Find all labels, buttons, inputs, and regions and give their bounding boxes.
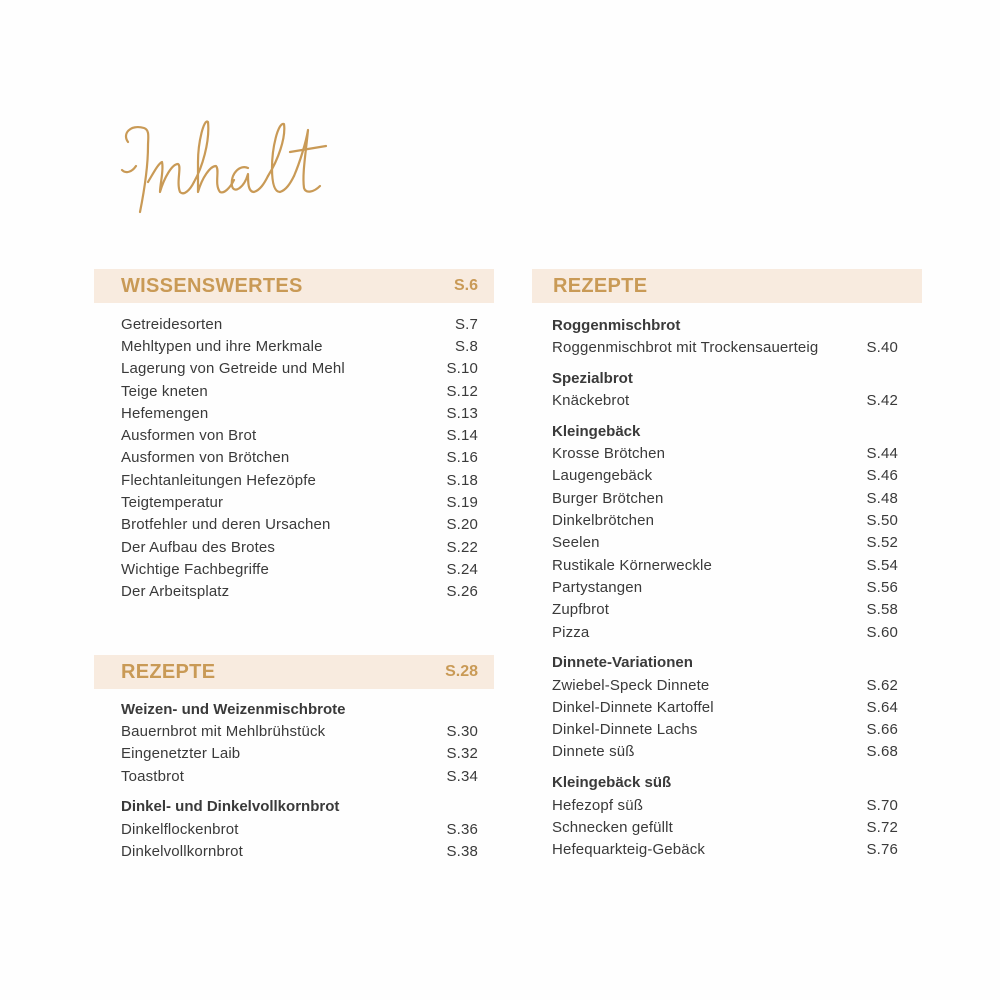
section-header-wissenswertes [94,269,494,303]
toc-item-page: S.52 [866,534,898,552]
section-title: REZEPTE [553,274,648,297]
toc-group [552,314,898,359]
toc-item-label: Hefemengen [121,404,209,422]
toc-item-label: Toastbrot [121,767,185,785]
toc-item-page: S.66 [866,721,898,739]
toc-item[interactable] [121,743,478,765]
toc-item[interactable] [121,536,478,558]
toc-item[interactable] [552,621,898,643]
toc-item-label: Hefezopf süß [552,796,644,814]
toc-item-page: S.56 [866,578,898,596]
toc-item-label: Mehltypen und ihre Merkmale [121,337,323,355]
toc-item[interactable] [552,532,898,554]
toc-group [121,796,478,863]
toc-group-title: Roggenmischbrot [552,316,681,334]
toc-item[interactable] [121,424,478,446]
toc-item-label: Dinkelbrötchen [552,512,655,530]
section-header-rezepte [94,655,494,689]
toc-item[interactable] [121,765,478,787]
toc-item[interactable] [552,719,898,741]
section-header-rezepte [532,269,922,303]
section-rezepte-left [94,655,494,871]
toc-item-page: S.32 [446,745,478,763]
toc-item-page: S.20 [446,516,478,534]
toc-item[interactable] [121,818,478,840]
section-wissenswertes [94,269,494,603]
toc-item[interactable] [552,509,898,531]
toc-item-label: Dinkel-Dinnete Kartoffel [552,698,714,716]
toc-item-page: S.8 [455,337,478,355]
toc-item-page: S.14 [446,427,478,445]
page-title-script [118,112,338,222]
toc-item-label: Bauernbrot mit Mehlbrühstück [121,722,326,740]
toc-item-page: S.36 [446,820,478,838]
page-title [118,112,338,222]
toc-item-page: S.58 [866,601,898,619]
toc-item-page: S.12 [446,382,478,400]
toc-group [552,420,898,643]
toc-item[interactable] [552,741,898,763]
toc-item-page: S.40 [866,338,898,356]
toc-list [94,689,494,863]
toc-group [552,772,898,861]
toc-item-page: S.24 [446,560,478,578]
toc-item-label: Brotfehler und deren Ursachen [121,516,331,534]
toc-item[interactable] [552,487,898,509]
toc-item-label: Dinkelflockenbrot [121,820,239,838]
section-title: REZEPTE [121,660,216,683]
toc-item-page: S.26 [446,583,478,601]
toc-item-page: S.46 [866,467,898,485]
toc-item[interactable] [552,839,898,861]
toc-item-label: Rustikale Körnerweckle [552,556,713,574]
toc-item[interactable] [121,491,478,513]
toc-group [552,652,898,763]
toc-item-page: S.54 [866,556,898,574]
toc-item-label: Flechtanleitungen Hefezöpfe [121,471,317,489]
toc-item[interactable] [121,469,478,491]
toc-list [532,303,922,861]
toc-item-page: S.60 [866,623,898,641]
toc-group [552,367,898,412]
toc-item-label: Partystangen [552,578,643,596]
toc-item[interactable] [121,335,478,357]
toc-item[interactable] [121,558,478,580]
toc-group-title: Kleingebäck [552,422,641,440]
toc-item-label: Krosse Brötchen [552,445,666,463]
toc-item[interactable] [552,599,898,621]
toc-item-label: Dinnete süß [552,743,635,761]
toc-item-label: Roggenmischbrot mit Trockensauerteig [552,338,819,356]
toc-item-page: S.48 [866,489,898,507]
toc-item-page: S.18 [446,471,478,489]
toc-item-page: S.38 [446,842,478,860]
toc-item-label: Ausformen von Brötchen [121,449,290,467]
toc-item-page: S.50 [866,512,898,530]
toc-item-page: S.62 [866,676,898,694]
toc-item[interactable] [121,514,478,536]
toc-item-page: S.13 [446,404,478,422]
toc-item-label: Zwiebel-Speck Dinnete [552,676,710,694]
toc-item[interactable] [121,581,478,603]
section-page: S.6 [453,277,478,294]
toc-item-page: S.44 [866,445,898,463]
toc-item-page: S.42 [866,392,898,410]
toc-item[interactable] [121,380,478,402]
toc-item-label: Burger Brötchen [552,489,664,507]
toc-item[interactable] [552,696,898,718]
toc-item[interactable] [121,402,478,424]
toc-item-label: Hefequarkteig-Gebäck [552,841,706,859]
toc-item[interactable] [552,442,898,464]
toc-item-label: Teigtemperatur [121,494,224,512]
toc-item-page: S.76 [866,841,898,859]
toc-item-label: Der Arbeitsplatz [121,583,230,601]
toc-item-label: Schnecken gefüllt [552,818,673,836]
toc-item[interactable] [121,447,478,469]
toc-item-label: Dinkelvollkornbrot [121,842,243,860]
toc-item-page: S.10 [446,360,478,378]
toc-item-label: Eingenetzter Laib [121,745,241,763]
toc-item-label: Zupfbrot [552,601,610,619]
toc-item-page: S.70 [866,796,898,814]
toc-item[interactable] [552,389,898,411]
toc-item-label: Ausformen von Brot [121,427,257,445]
toc-item-label: Getreidesorten [121,315,223,333]
toc-item[interactable] [552,336,898,358]
toc-item-page: S.72 [866,818,898,836]
toc-item[interactable] [552,576,898,598]
toc-group-title: Dinkel- und Dinkelvollkornbrot [121,798,340,816]
toc-item[interactable] [121,840,478,862]
toc-item-page: S.19 [446,494,478,512]
toc-item-label: Seelen [552,534,600,552]
section-title: WISSENSWERTES [121,274,303,297]
toc-item-page: S.16 [446,449,478,467]
toc-item[interactable] [121,720,478,742]
toc-item-label: Dinkel-Dinnete Lachs [552,721,698,739]
toc-item-label: Wichtige Fachbegriffe [121,560,269,578]
toc-item-label: Knäckebrot [552,392,630,410]
toc-item-page: S.22 [446,538,478,556]
toc-item[interactable] [121,358,478,380]
toc-item-label: Laugengebäck [552,467,653,485]
toc-item[interactable] [552,465,898,487]
toc-group-title: Weizen- und Weizenmischbrote [121,700,346,718]
toc-item-label: Teige kneten [121,382,208,400]
toc-item-label: Pizza [552,623,590,641]
section-page: S.28 [445,663,478,680]
toc-group-title: Kleingebäck süß [552,774,672,792]
page-title-text [118,112,121,113]
section-rezepte-right [532,269,922,869]
toc-item-page: S.30 [446,722,478,740]
toc-item-page: S.34 [446,767,478,785]
toc-item[interactable] [121,313,478,335]
toc-group [121,698,478,787]
toc-item[interactable] [552,674,898,696]
toc-group-title: Dinnete-Variationen [552,654,693,672]
toc-list [94,303,494,603]
toc-group-title: Spezialbrot [552,369,633,387]
toc-item-page: S.64 [866,698,898,716]
toc-item-label: Der Aufbau des Brotes [121,538,276,556]
toc-item[interactable] [552,816,898,838]
toc-item[interactable] [552,794,898,816]
toc-item-page: S.7 [455,315,478,333]
toc-item[interactable] [552,554,898,576]
toc-item-page: S.68 [866,743,898,761]
toc-item-label: Lagerung von Getreide und Mehl [121,360,345,378]
